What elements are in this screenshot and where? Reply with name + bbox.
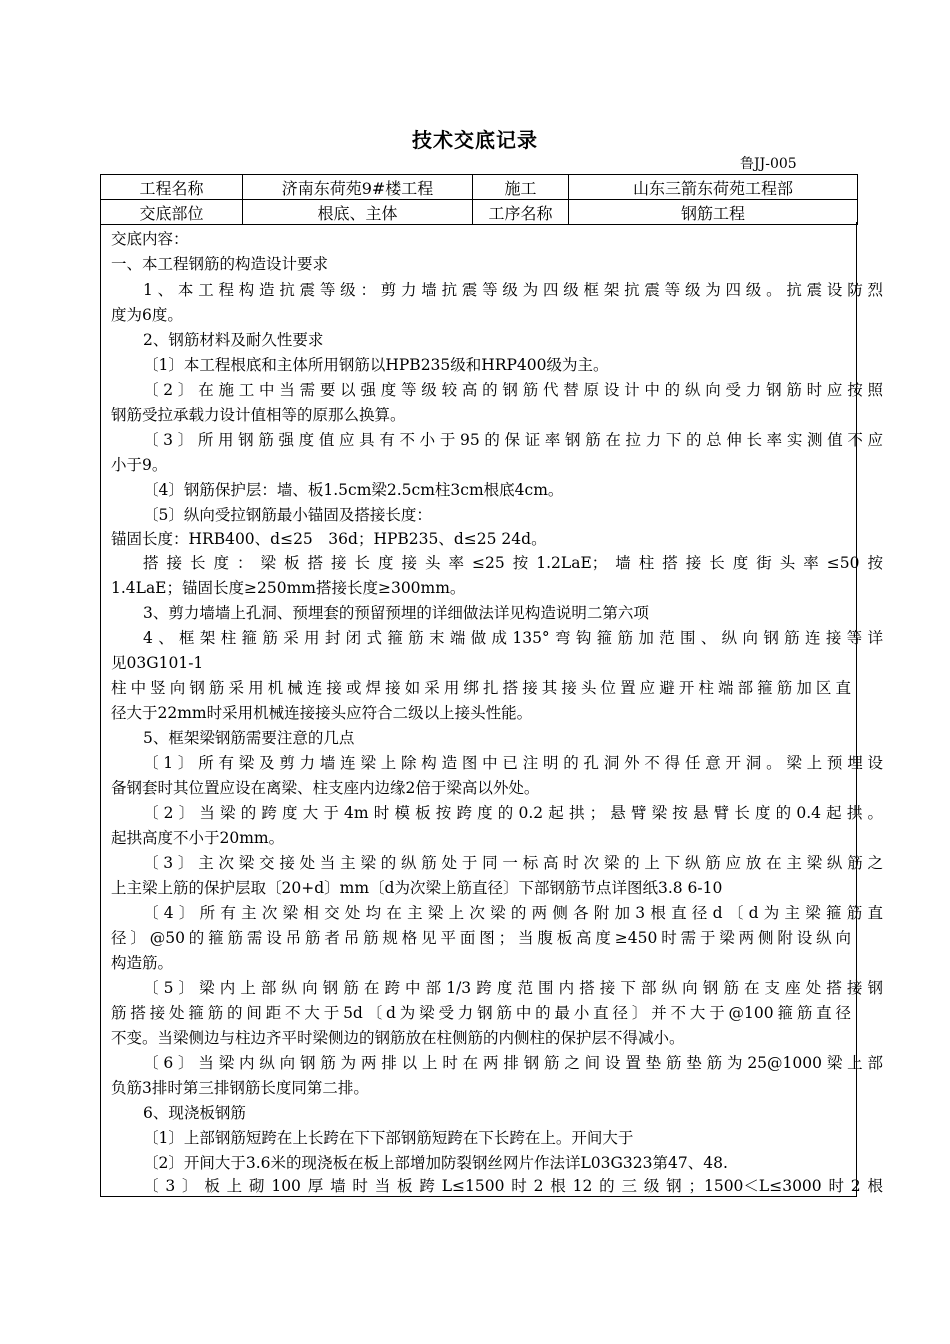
process-label: 工序名称 (473, 200, 569, 225)
content-line: 〔1〕本工程根底和主体所用钢筋以HPB235级和HRP400级为主。 (143, 356, 609, 374)
content-line: 见03G101-1 (111, 654, 204, 672)
content-line: 〔1〕所有梁及剪力墙连梁上除构造图中已注明的孔洞外不得任意开洞。梁上预埋设 (143, 754, 883, 772)
content-line: 〔2〕开间大于3.6米的现浇板在板上部增加防裂钢丝网片作法详L03G323第47、48. (143, 1154, 728, 1172)
content-line: 构造筋。 (111, 954, 174, 972)
content-line: 不变。当梁侧边与柱边齐平时梁侧边的钢筋放在柱侧筋的内侧柱的保护层不得减小。 (111, 1029, 685, 1047)
content-line: 锚固长度：HRB400、d≤25 36d；HPB235、d≤25 24d。 (111, 530, 547, 548)
construction-label: 施工 (473, 175, 569, 200)
content-line: 〔3〕所用钢筋强度值应具有不小于95的保证率钢筋在拉力下的总伸长率实测值不应 (143, 431, 883, 449)
content-line: 交底内容： (111, 230, 189, 248)
content-box (100, 222, 883, 1197)
content-line: 1、本工程构造抗震等级：剪力墙抗震等级为四级框架抗震等级为四级。抗震设防烈 (143, 281, 883, 299)
project-name-label: 工程名称 (101, 175, 243, 200)
process-value: 钢筋工程 (569, 200, 858, 225)
document-code: 鲁JJ-005 (740, 156, 797, 172)
header-row-project (101, 175, 858, 200)
content-line: 上主梁上筋的保护层取〔20+d〕mm〔d为次梁上筋直径〕下部钢筋节点详图纸3.8 6-10 (111, 879, 723, 897)
content-line: 径大于22mm时采用机械连接接头应符合二级以上接头性能。 (111, 704, 533, 722)
content-line: 柱中竖向钢筋采用机械连接或焊接如采用绑扎搭接其接头位置应避开柱端部箍筋加区直 (111, 679, 851, 697)
content-line: 1.4LaE；锚固长度≥250mm搭接长度≥300mm。 (111, 579, 466, 597)
header-table (100, 174, 858, 225)
content-line: 筋搭接处箍筋的间距不大于5d〔d为梁受力钢筋中的最小直径〕并不大于@100箍筋直径 (111, 1004, 851, 1022)
content-line: 备钢套时其位置应设在离梁、柱支座内边缘2倍于梁高以外处。 (111, 779, 540, 797)
content-line: 2、钢筋材料及耐久性要求 (143, 331, 324, 349)
content-line: 3、剪力墙墙上孔洞、预埋套的预留预埋的详细做法详见构造说明二第六项 (143, 604, 649, 622)
content-line: 度为6度。 (111, 306, 183, 324)
content-line: 负筋3排时第三排钢筋长度同第二排。 (111, 1079, 369, 1097)
content-line: 〔2〕当梁的跨度大于4m时模板按跨度的0.2起拱；悬臂梁按悬臂长度的0.4起拱。 (143, 804, 883, 822)
construction-value: 山东三箭东荷苑工程部 (569, 175, 858, 200)
content-line: 〔6〕当梁内纵向钢筋为两排以上时在两排钢筋之间设置垫筋垫筋为25@1000梁上部 (143, 1054, 883, 1072)
part-label: 交底部位 (101, 200, 243, 225)
content-line: 5、框架梁钢筋需要注意的几点 (143, 729, 355, 747)
content-line: 〔3〕主次梁交接处当主梁的纵筋处于同一标高时次梁的上下纵筋应放在主梁纵筋之 (143, 854, 883, 872)
content-line: 〔5〕纵向受拉钢筋最小锚固及搭接长度： (143, 506, 432, 524)
content-line: 4、框架柱箍筋采用封闭式箍筋末端做成135°弯钩箍筋加范围、纵向钢筋连接等详 (143, 629, 883, 647)
content-line: 搭接长度：梁板搭接长度接头率≤25按1.2LaE；墙柱搭接长度街头率≤50按 (143, 554, 883, 572)
content-line: 〔1〕上部钢筋短跨在上长跨在下下部钢筋短跨在下长跨在上。开间大于 (143, 1129, 634, 1147)
content-line: 起拱高度不小于20mm。 (111, 829, 285, 847)
content-line: 径〕@50的箍筋需设吊筋者吊筋规格见平面图；当腹板高度≥450时需于梁两侧附设纵向 (111, 929, 851, 947)
project-name-value: 济南东荷苑9#楼工程 (243, 175, 473, 200)
content-line: 〔2〕在施工中当需要以强度等级较高的钢筋代替原设计中的纵向受力钢筋时应按照 (143, 381, 883, 399)
content-line: 〔4〕钢筋保护层：墙、板1.5cm梁2.5cm柱3cm根底4cm。 (143, 481, 564, 499)
content-line: 〔4〕所有主次梁相交处均在主梁上次梁的两侧各附加3根直径d〔d为主梁箍筋直 (143, 904, 883, 922)
content-line: 6、现浇板钢筋 (143, 1104, 246, 1122)
content-line: 〔3〕板上砌100厚墙时当板跨L≤1500时2根12的三级钢；1500＜L≤3000时2根 (143, 1177, 883, 1195)
document-title: 技术交底记录 (412, 128, 538, 152)
content-line: 钢筋受拉承载力设计值相等的原那么换算。 (111, 406, 406, 424)
header-row-part (101, 200, 858, 225)
content-line: 小于9。 (111, 456, 168, 474)
part-value: 根底、主体 (243, 200, 473, 225)
content-line: 〔5〕梁内上部纵向钢筋在跨中部1/3跨度范围内搭接下部纵向钢筋在支座处搭接钢 (143, 979, 883, 997)
content-line: 一、本工程钢筋的构造设计要求 (111, 255, 329, 273)
